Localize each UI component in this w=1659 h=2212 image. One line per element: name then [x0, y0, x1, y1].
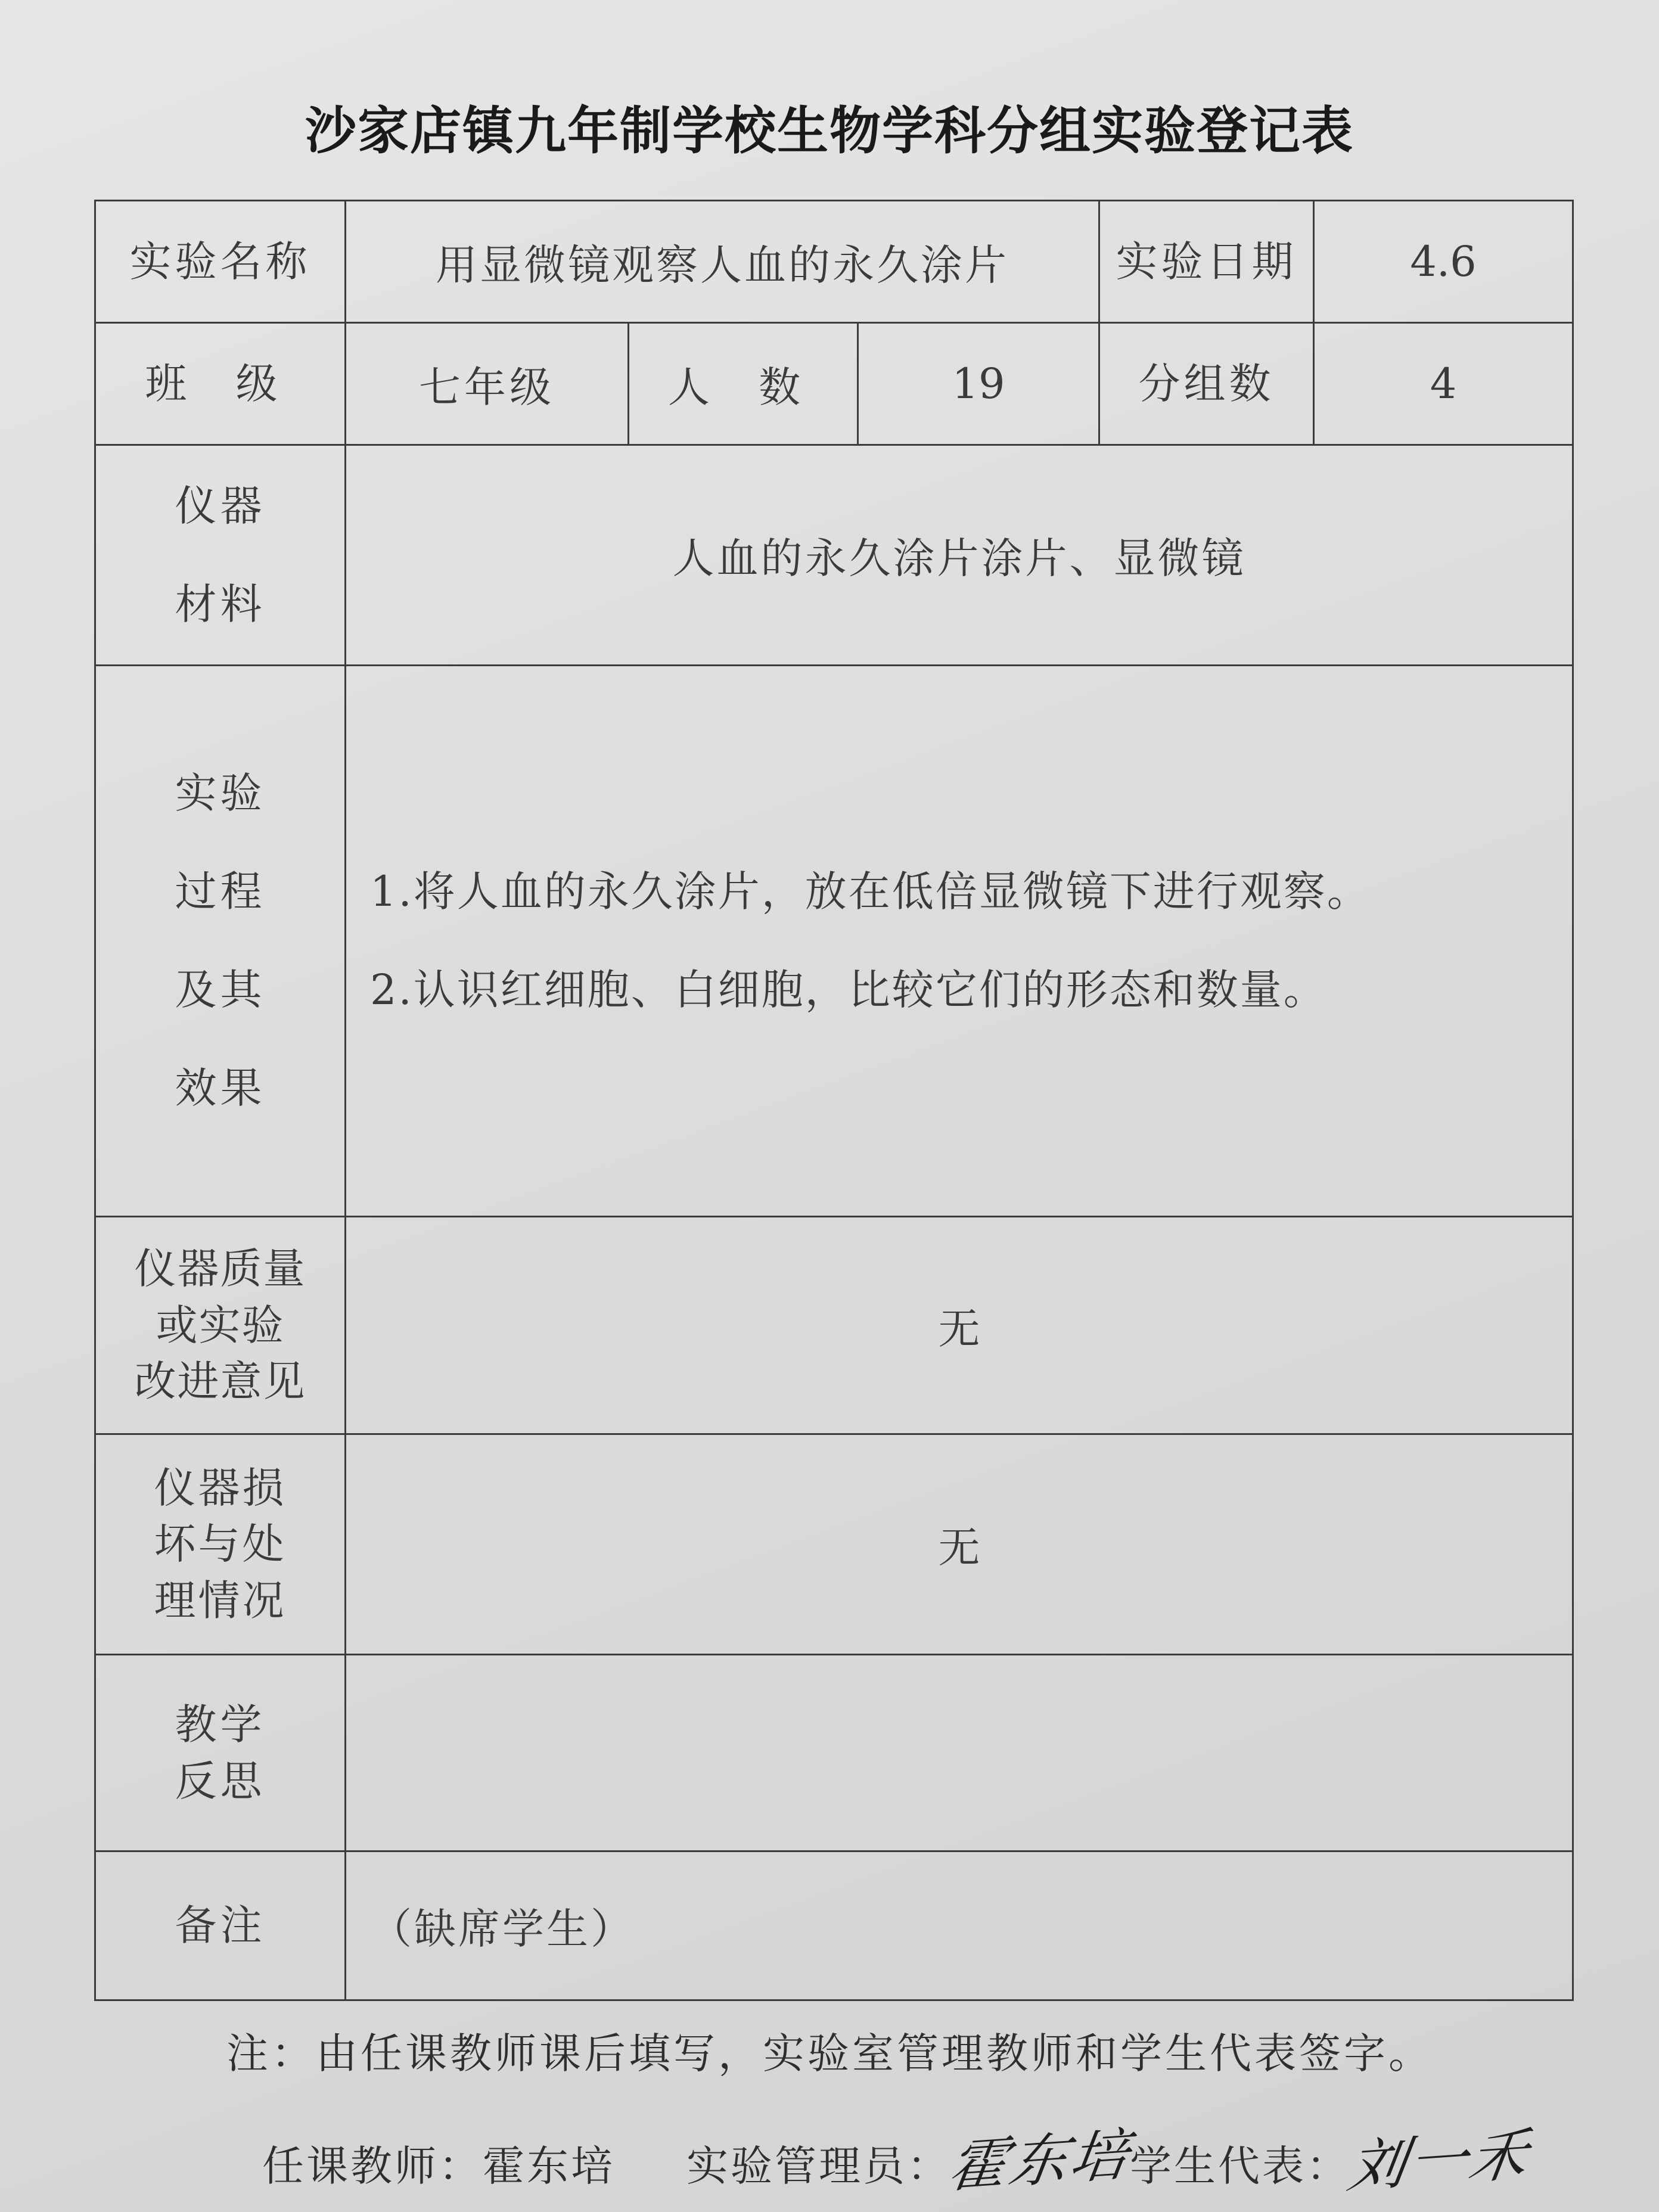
row-remarks	[95, 1851, 1573, 2000]
equipment-label-line: 材料	[175, 579, 266, 629]
student-label: 学生代表：	[1130, 2142, 1350, 2191]
row-reflection	[95, 1655, 1573, 1851]
damage-label-line: 仪器损	[154, 1463, 287, 1512]
process-label-line: 及其	[175, 965, 266, 1014]
group-count-value: 4	[1314, 323, 1573, 445]
process-label-line: 实验	[175, 769, 266, 818]
damage-label-line: 理情况	[154, 1576, 287, 1625]
group-count-label: 分组数	[1099, 323, 1314, 445]
experiment-name-label: 实验名称	[95, 201, 346, 323]
student-count-value: 19	[858, 323, 1099, 445]
row-equipment	[95, 445, 1573, 666]
class-value: 七年级	[346, 323, 629, 445]
process-steps	[346, 666, 1573, 1217]
process-label-line: 过程	[175, 867, 266, 916]
admin-label: 实验管理员：	[686, 2142, 951, 2191]
teacher-name: 霍东培	[483, 2142, 615, 2191]
quality-value: 无	[346, 1217, 1573, 1434]
class-label: 班 级	[95, 323, 346, 445]
footer-note: 注：由任课教师课后填写，实验室管理教师和学生代表签字。	[226, 2029, 1433, 2078]
process-step: 1.将人血的永久涂片，放在低倍显微镜下进行观察。	[370, 867, 1371, 916]
row-quality	[95, 1217, 1573, 1434]
student-count-label: 人 数	[629, 323, 858, 445]
row-damage	[95, 1434, 1573, 1655]
teacher-label: 任课教师：	[262, 2142, 483, 2191]
quality-label-line: 仪器质量	[134, 1244, 306, 1294]
process-label-line: 效果	[175, 1064, 266, 1113]
equipment-value: 人血的永久涂片涂片、显微镜	[346, 445, 1573, 666]
page-title: 沙家店镇九年制学校生物学科分组实验登记表	[305, 101, 1354, 161]
reflection-label-line: 教学	[175, 1700, 266, 1749]
process-step: 2.认识红细胞、白细胞，比较它们的形态和数量。	[370, 965, 1327, 1014]
row-class-info	[95, 323, 1573, 445]
damage-value: 无	[346, 1434, 1573, 1655]
experiment-date-value: 4.6	[1314, 201, 1573, 323]
quality-label	[95, 1217, 346, 1434]
equipment-label	[95, 445, 346, 666]
admin-signature: 霍东培	[945, 2121, 1135, 2201]
row-experiment-name	[95, 201, 1573, 323]
equipment-label-line: 仪器	[175, 481, 266, 530]
remarks-label: 备注	[95, 1851, 346, 2000]
process-label	[95, 666, 346, 1217]
experiment-date-label: 实验日期	[1099, 201, 1314, 323]
reflection-value	[346, 1655, 1573, 1851]
damage-label-line: 坏与处	[154, 1520, 287, 1569]
reflection-label-line: 反思	[175, 1756, 266, 1806]
student-signature: 刘一禾	[1344, 2121, 1534, 2201]
row-process	[95, 666, 1573, 1217]
quality-label-line: 或实验	[156, 1300, 285, 1350]
signature-line	[262, 2115, 1534, 2201]
remarks-value: （缺席学生）	[346, 1851, 1573, 2000]
registration-table	[94, 200, 1574, 2001]
damage-label	[95, 1434, 346, 1655]
reflection-label	[95, 1655, 346, 1851]
quality-label-line: 改进意见	[134, 1357, 306, 1406]
experiment-name-value: 用显微镜观察人血的永久涂片	[346, 201, 1099, 323]
